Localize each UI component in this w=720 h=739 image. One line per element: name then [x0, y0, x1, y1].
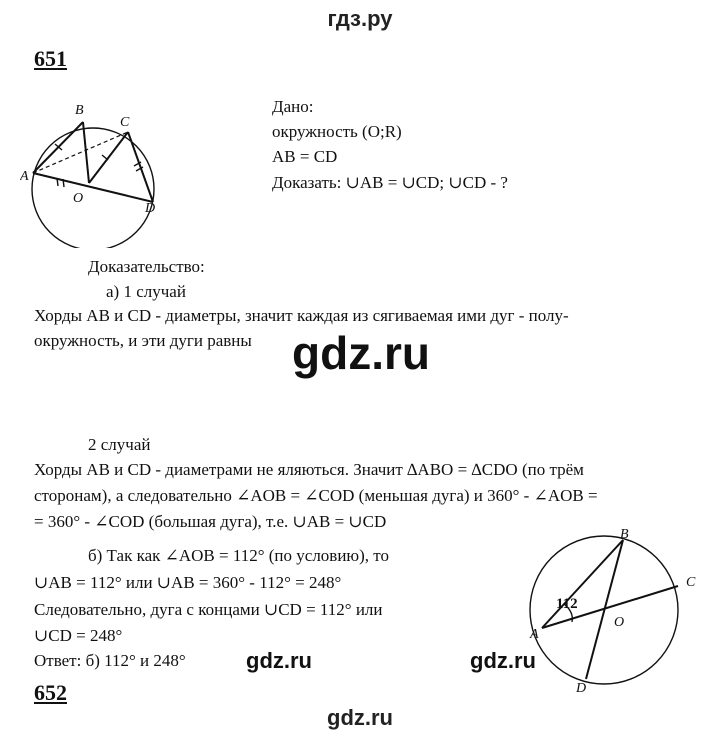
site-header: гдз.ру — [327, 6, 393, 31]
case-1-line-2: окружность, и эти дуги равны — [34, 331, 252, 350]
case-1-line-1: Хорды AB и CD - диаметры, значит каждая из сягиваемая ими дуг - полу- — [34, 306, 569, 325]
tick-mark — [63, 179, 64, 187]
tick-mark — [102, 155, 108, 160]
angle-label: 112 — [556, 596, 578, 612]
watermark-big: gdz.ru — [292, 327, 430, 379]
part-b-line-2: ∪AB = 112° или ∪AB = 360° - 112° = 248° — [34, 573, 342, 592]
label-a: A — [20, 169, 29, 184]
label-d: D — [145, 201, 156, 216]
label-o: O — [614, 615, 625, 630]
case-1-label: а) 1 случай — [106, 282, 186, 301]
prove-line: Доказать: ∪AB = ∪CD; ∪CD - ? — [272, 173, 508, 192]
case-2-line-3: = 360° - ∠COD (большая дуга), т.е. ∪AB = ∪CD — [34, 512, 387, 531]
given-heading: Дано: — [272, 97, 314, 116]
answer-line: Ответ: б) 112° и 248° — [34, 651, 186, 670]
case-2-line-2: сторонам), а следовательно ∠AOB = ∠COD (меньшая дуга) и 360° - ∠AOB = — [34, 486, 598, 505]
part-b-line-4: ∪CD = 248° — [34, 626, 123, 645]
given-line-1: окружность (O;R) — [272, 122, 402, 141]
chord-ab — [33, 122, 83, 173]
watermark-small-2: gdz.ru — [470, 648, 536, 673]
label-a: A — [530, 627, 539, 642]
part-b-line-3: Следовательно, дуга с концами ∪CD = 112° или — [34, 600, 383, 619]
tick-mark — [57, 178, 58, 186]
figure-2-circle-diagram — [516, 524, 706, 700]
case-2-label: 2 случай — [88, 435, 151, 454]
segment-b-o — [83, 122, 89, 183]
dashed-ac — [33, 132, 128, 173]
proof-heading: Доказательство: — [88, 257, 205, 276]
watermark-small-1: gdz.ru — [246, 648, 312, 673]
label-d: D — [576, 681, 587, 696]
figure-1-circle-diagram — [20, 98, 170, 248]
label-c: C — [686, 575, 696, 590]
label-c: C — [120, 115, 130, 130]
problem-number-651: 651 — [34, 46, 67, 71]
problem-number-652: 652 — [34, 680, 67, 705]
part-b-line-1: б) Так как ∠AOB = 112° (по условию), то — [88, 546, 390, 565]
site-footer: gdz.ru — [327, 705, 393, 730]
label-o: O — [73, 191, 84, 206]
label-b: B — [620, 527, 629, 542]
segment-o-c — [89, 132, 128, 183]
case-2-line-1: Хорды AB и CD - диаметрами не яляються. Значит ∆ABO = ∆CDO (по трём — [34, 460, 584, 479]
given-line-2: AB = CD — [272, 147, 338, 166]
label-b: B — [75, 103, 84, 118]
